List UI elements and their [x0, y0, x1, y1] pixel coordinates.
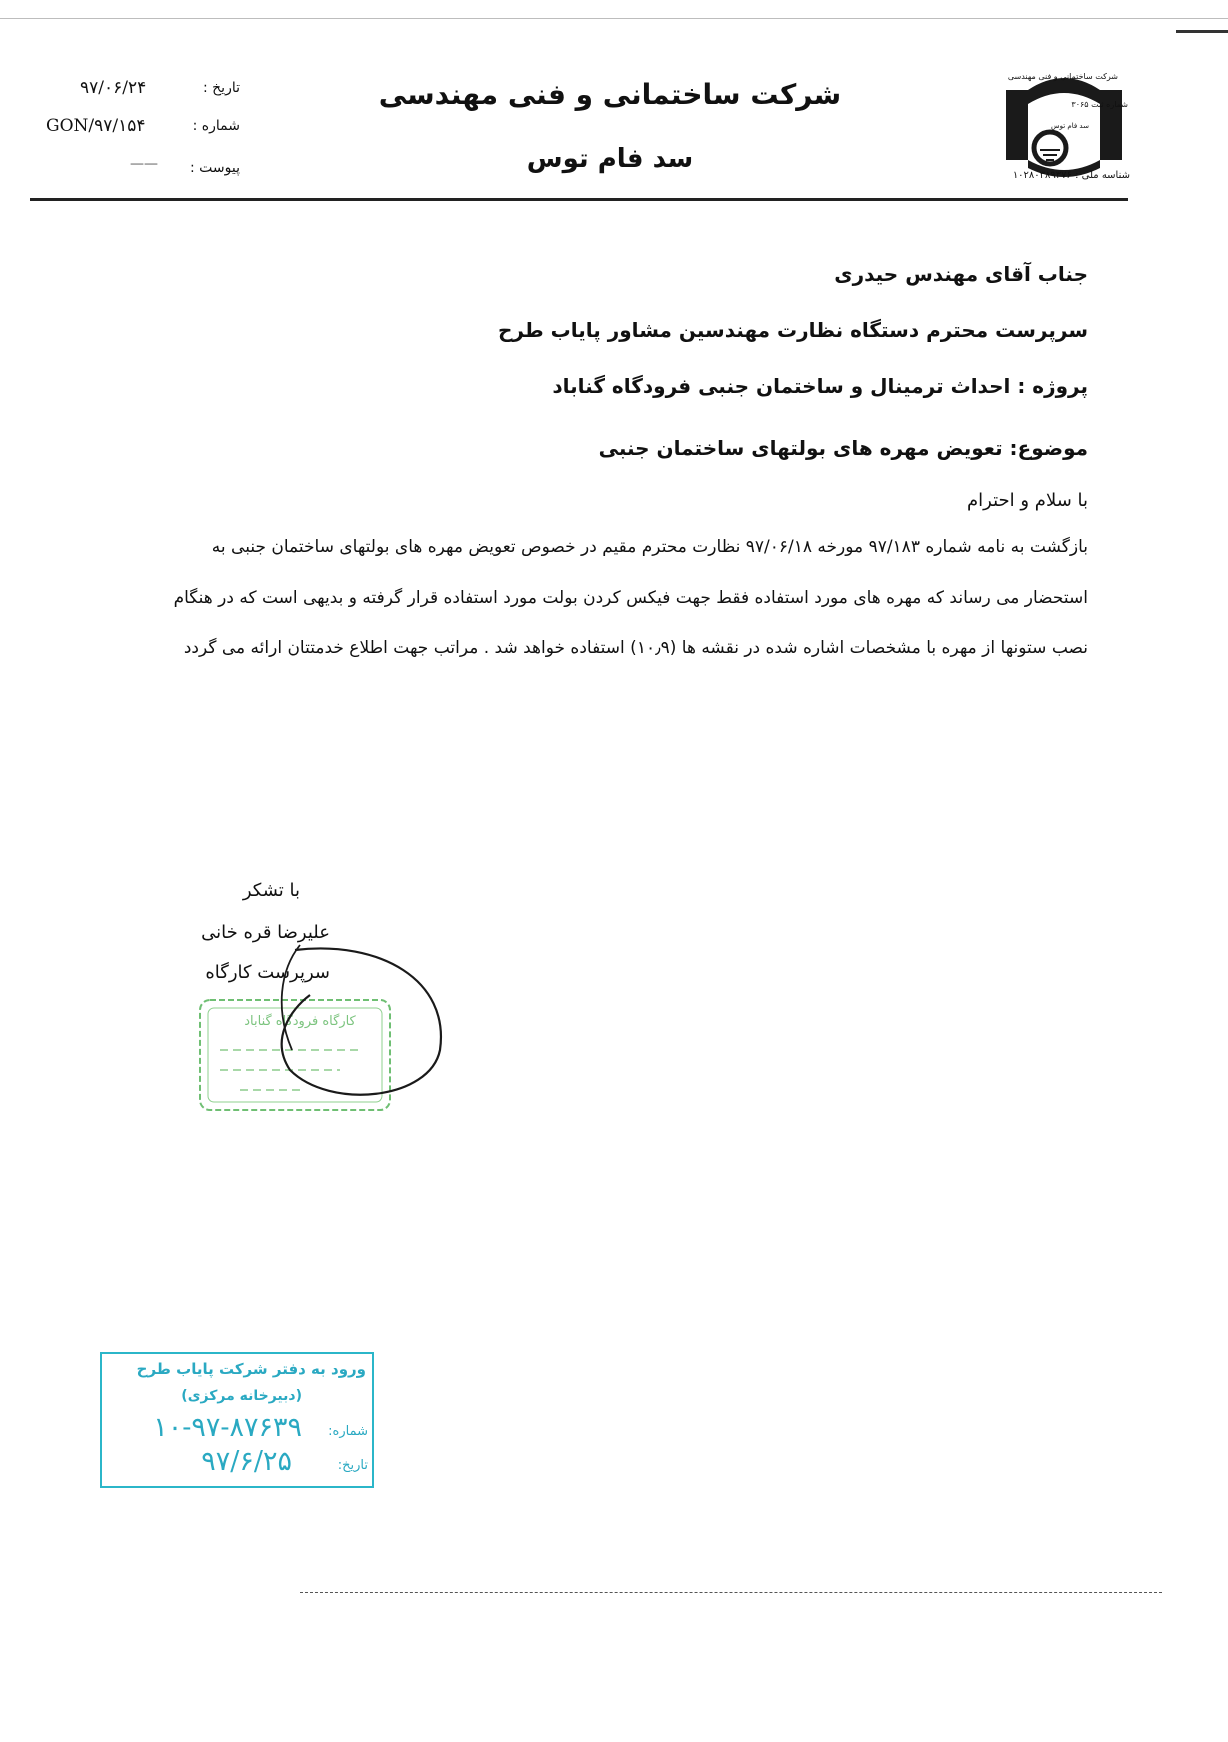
body-paragraph-line-2: استحضار می رساند که مهره های مورد استفاده فقط جهت فیکس کردن بولت مورد استفاده قرار گرفته و بدیهی است که در هنگام [173, 588, 1088, 608]
number-value: GON/۹۷/۱۵۴ [46, 116, 146, 136]
received-stamp-title: ورود به دفتر شرکت پایاب طرح [136, 1360, 366, 1378]
received-number-label: شماره: [328, 1424, 368, 1439]
signer-name: علیرضا قره خانی [201, 922, 330, 943]
signature-and-stamp [180, 900, 480, 1130]
addressee-name: جناب آقای مهندس حیدری [834, 262, 1088, 286]
letter-number [40, 118, 240, 142]
company-name: شرکت ساختمانی و فنی مهندسی [378, 78, 842, 111]
scan-top-edge [0, 18, 1228, 19]
received-stamp [100, 1352, 374, 1488]
letter-date [40, 80, 240, 104]
received-number-value: ۱۰-۹۷-۸۷۶۳۹ [153, 1412, 302, 1443]
header-divider [30, 198, 1128, 201]
received-date-value: ۹۷/۶/۲۵ [201, 1446, 292, 1477]
body-paragraph-line-1: بازگشت به نامه شماره ۹۷/۱۸۳ مورخه ۹۷/۰۶/۱۸ نظارت محترم مقیم در خصوص تعویض مهره های بولتهای ساختمان جنبی به [211, 537, 1088, 557]
subject-line: موضوع: تعویض مهره های بولتهای ساختمان جنبی [598, 436, 1088, 460]
attachment-label: پیوست : [190, 160, 240, 176]
scan-corner-mark [1176, 30, 1228, 33]
footer-divider [300, 1592, 1162, 1593]
date-value: ۹۷/۰۶/۲۴ [80, 78, 147, 98]
stamp-text: کارگاه فرودگاه گناباد [244, 1014, 356, 1029]
national-id: شناسه ملی : ۱۰۲۸۰۳۸۹۳۷۶ [1012, 170, 1130, 181]
body-paragraph-line-3: نصب ستونها از مهره با مشخصات اشاره شده در نقشه ها (۱۰٫۹) استفاده خواهد شد . مراتب جهت اطلاع خدمتتان ارائه می گردد [183, 638, 1088, 658]
closing-thanks: با تشکر [242, 880, 300, 901]
greeting: با سلام و احترام [967, 490, 1088, 511]
received-stamp-subtitle: (دبیرخانه مرکزی) [181, 1388, 302, 1404]
received-date-label: تاریخ: [337, 1458, 368, 1473]
company-subname: سد فام توس [526, 144, 694, 174]
date-label: تاریخ : [202, 80, 240, 96]
logo-inner-caption: سد فام توس [1051, 122, 1089, 130]
attachment-value: —— [130, 156, 158, 172]
letter-attachment [40, 156, 240, 184]
signer-title: سرپرست کارگاه [205, 962, 330, 983]
logo-caption: شرکت ساختمانی و فنی مهندسی [1007, 72, 1118, 81]
addressee-title: سرپرست محترم دستگاه نظارت مهندسین مشاور پایاب طرح [497, 318, 1088, 342]
number-label: شماره : [192, 118, 240, 134]
project-line: پروژه : احداث ترمینال و ساختمان جنبی فرودگاه گناباد [552, 374, 1088, 398]
logo-reg-number: شماره ثبت ۳۰۶۵ [1071, 100, 1128, 109]
signature-stamp-graphic [180, 900, 480, 1130]
